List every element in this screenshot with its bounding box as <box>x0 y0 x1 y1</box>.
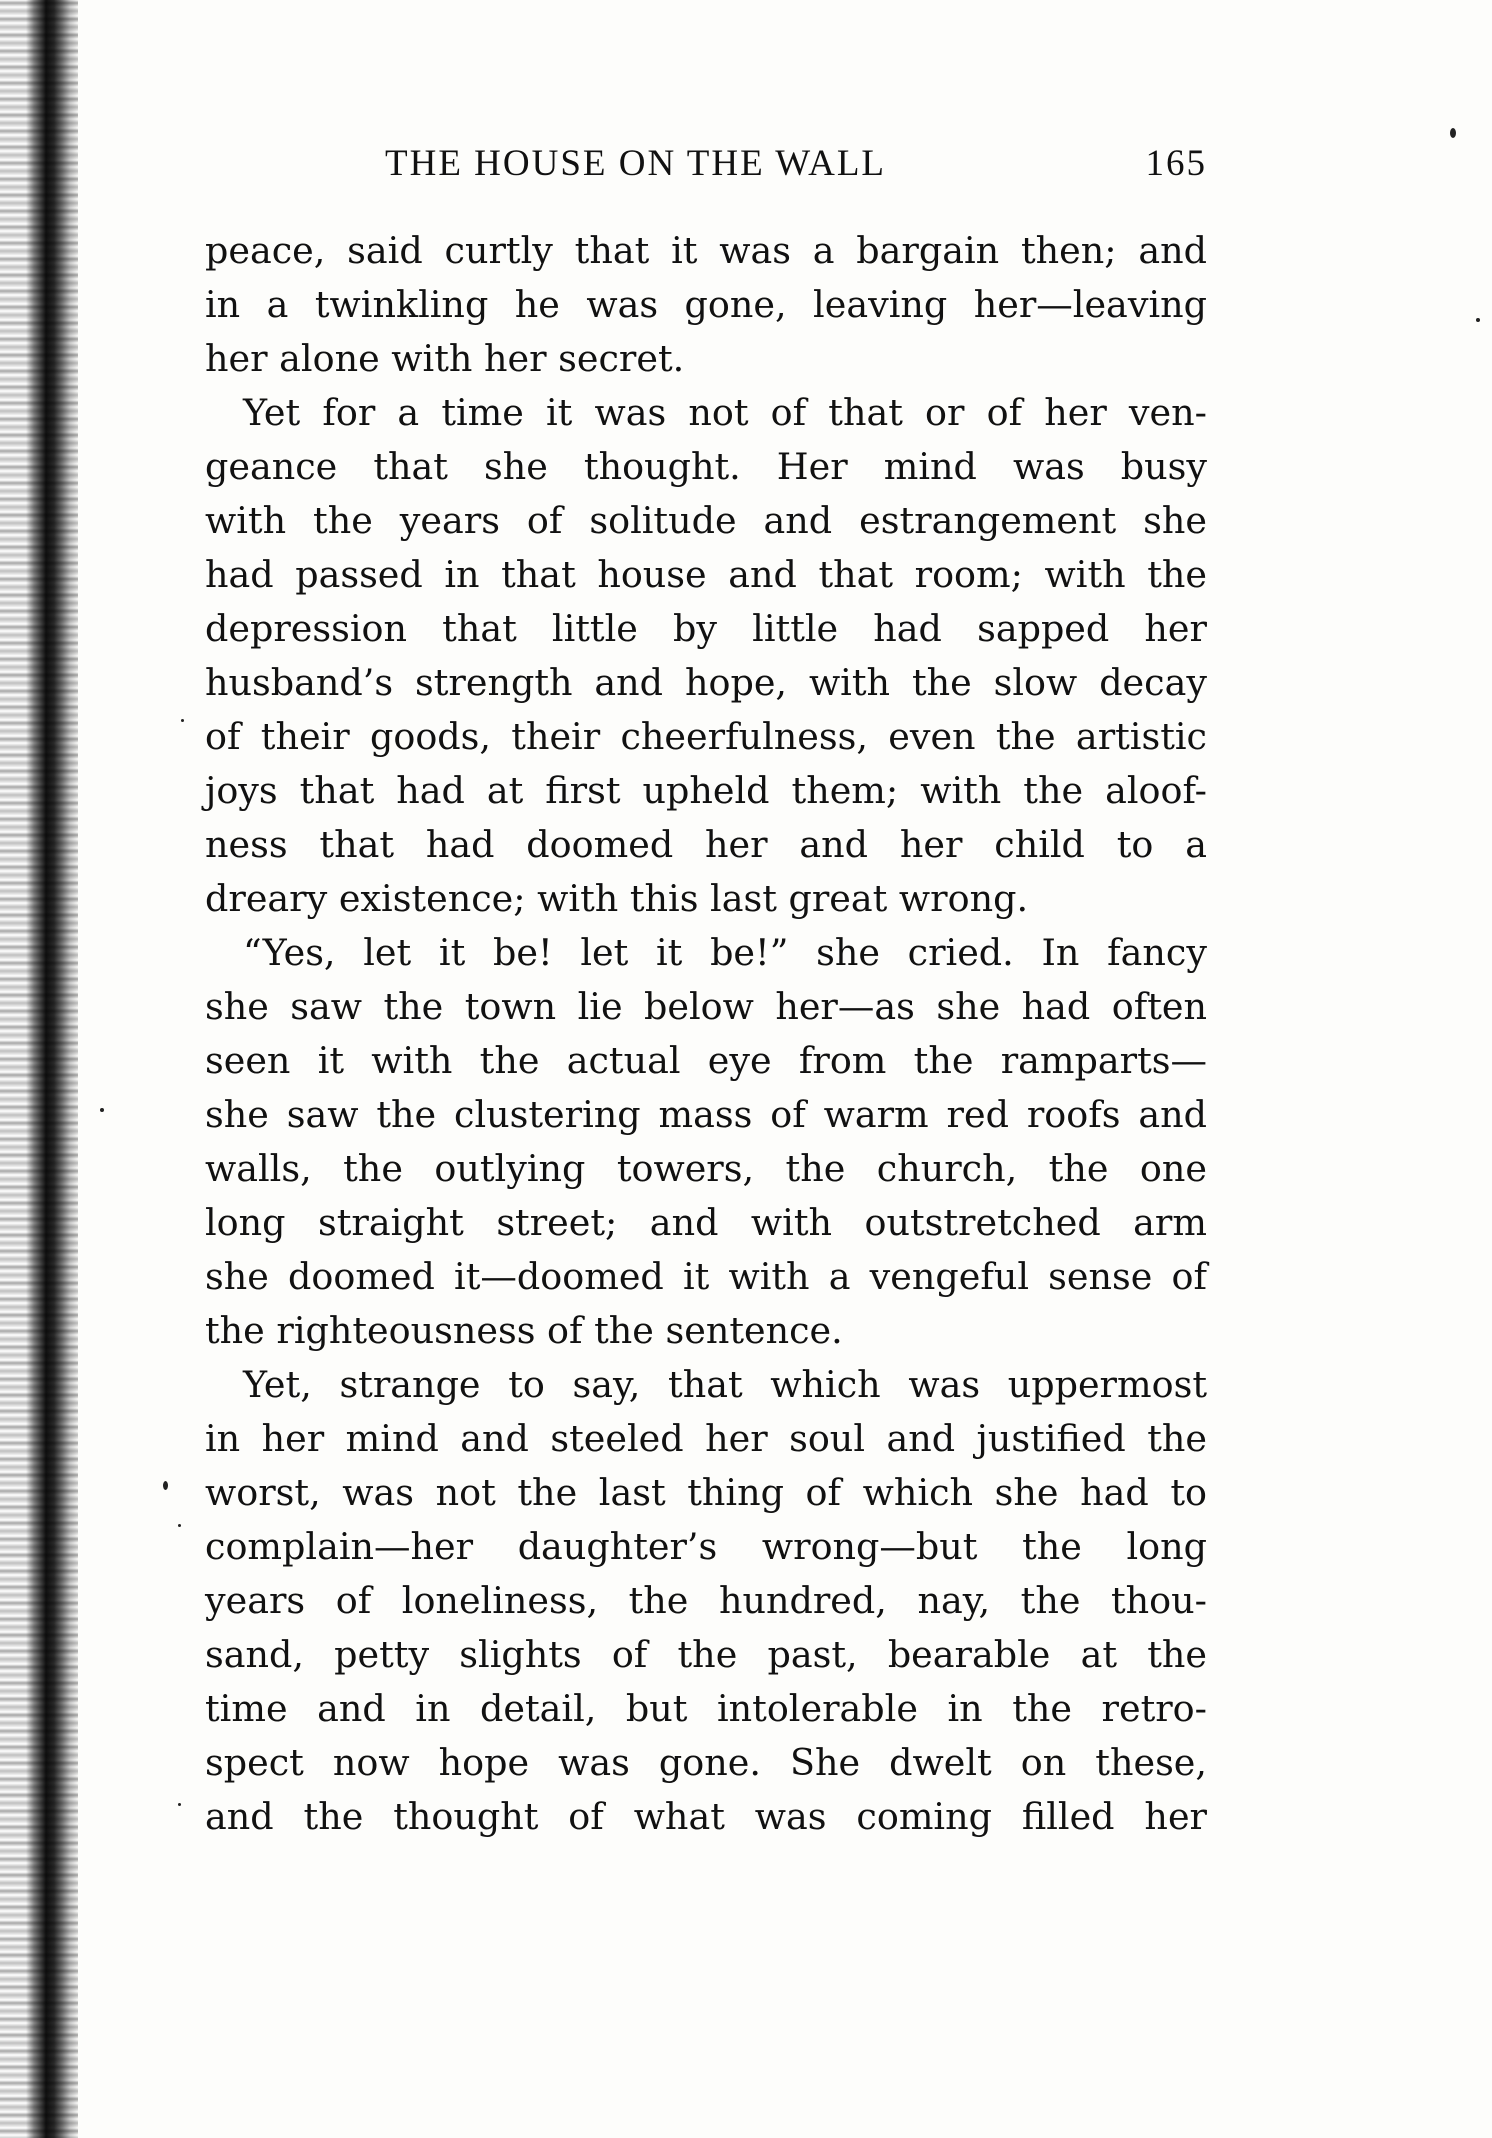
text-line: years of loneliness, the hundred, nay, the thou- <box>205 1579 1207 1622</box>
text-line: with the years of solitude and estrangement she <box>205 499 1207 542</box>
book-binding-edge <box>0 0 78 2138</box>
text-line: time and in detail, but intolerable in the retro- <box>205 1687 1207 1730</box>
text-line: geance that she thought. Her mind was busy <box>205 445 1207 488</box>
ink-speck <box>163 1481 168 1490</box>
text-line: had passed in that house and that room; with the <box>205 553 1207 596</box>
ink-speck <box>181 719 184 722</box>
ink-speck <box>178 1803 181 1806</box>
paragraph <box>205 926 1207 1358</box>
text-line: depression that little by little had sapped her <box>205 607 1207 650</box>
text-line: she doomed it—doomed it with a vengeful sense of <box>205 1255 1207 1298</box>
text-line: peace, said curtly that it was a bargain then; and <box>205 229 1207 272</box>
text-line: in a twinkling he was gone, leaving her—leaving <box>205 283 1207 326</box>
text-line: of their goods, their cheerfulness, even the artistic <box>205 715 1207 758</box>
text-line: the righteousness of the sentence. <box>205 1309 843 1352</box>
ink-speck <box>100 1108 104 1112</box>
text-line: complain—her daughter’s wrong—but the long <box>205 1525 1207 1568</box>
body-text <box>205 224 1207 1844</box>
text-line: her alone with her secret. <box>205 337 685 380</box>
running-title: THE HOUSE ON THE WALL <box>385 143 887 184</box>
paragraph <box>205 224 1207 386</box>
ink-speck <box>178 1524 181 1527</box>
text-line: in her mind and steeled her soul and justified the <box>205 1417 1207 1460</box>
text-line: husband’s strength and hope, with the slow decay <box>205 661 1207 704</box>
text-line: “Yes, let it be! let it be!” she cried. In fancy <box>243 931 1207 974</box>
text-line: spect now hope was gone. She dwelt on these, <box>205 1741 1207 1784</box>
page-number: 165 <box>1145 143 1207 184</box>
text-line: worst, was not the last thing of which she had to <box>205 1471 1207 1514</box>
paragraph <box>205 1358 1207 1844</box>
text-line: ness that had doomed her and her child to a <box>205 823 1207 866</box>
text-line: sand, petty slights of the past, bearable at the <box>205 1633 1207 1676</box>
text-line: dreary existence; with this last great wrong. <box>205 877 1029 920</box>
text-line: walls, the outlying towers, the church, the one <box>205 1147 1207 1190</box>
text-line: Yet, strange to say, that which was uppermost <box>243 1363 1207 1406</box>
text-line: Yet for a time it was not of that or of her ven- <box>243 391 1207 434</box>
text-line: seen it with the actual eye from the ramparts— <box>205 1039 1207 1082</box>
text-line: joys that had at first upheld them; with the aloof- <box>205 769 1207 812</box>
text-line: and the thought of what was coming filled her <box>205 1795 1207 1838</box>
paragraph <box>205 386 1207 926</box>
text-line: she saw the clustering mass of warm red roofs and <box>205 1093 1207 1136</box>
text-line: she saw the town lie below her—as she had often <box>205 985 1207 1028</box>
ink-speck <box>1476 318 1480 322</box>
ink-speck <box>1450 128 1456 138</box>
text-line: long straight street; and with outstretched arm <box>205 1201 1207 1244</box>
running-header <box>205 142 1207 198</box>
